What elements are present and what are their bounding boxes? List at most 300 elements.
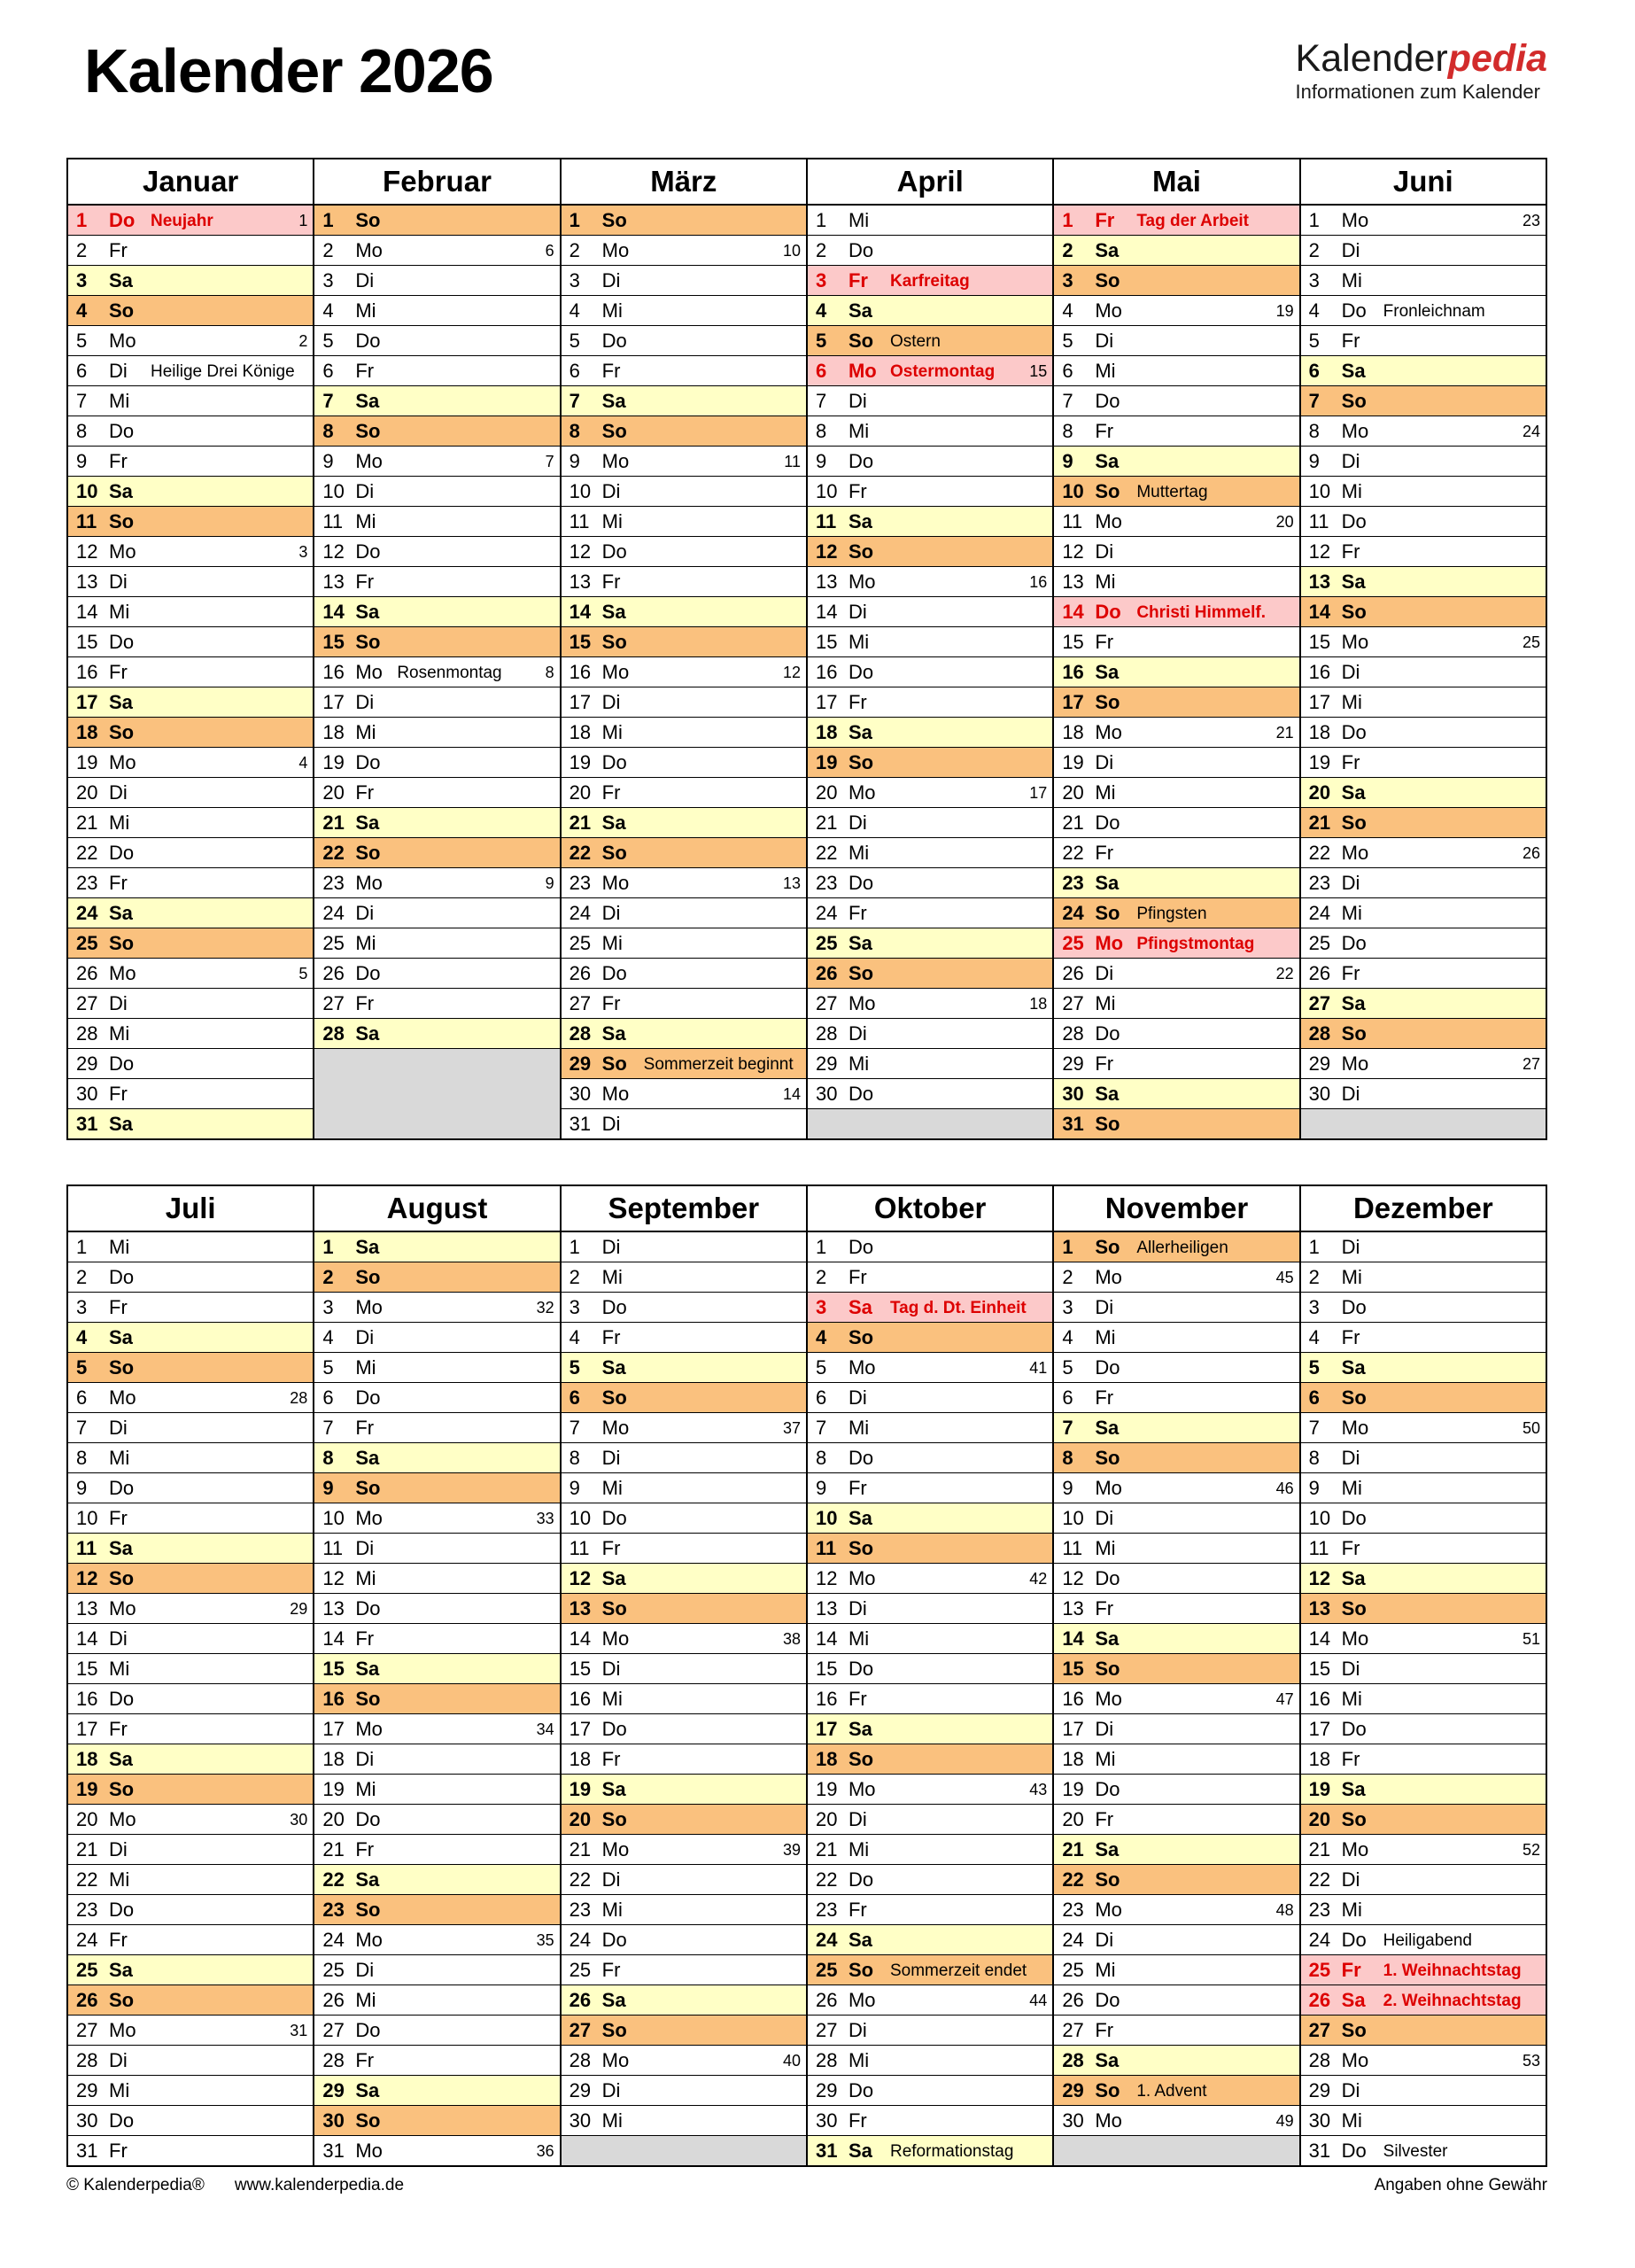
week-number: 26 xyxy=(1522,843,1540,862)
day-cell xyxy=(1053,778,1299,808)
day-number: 13 xyxy=(76,1596,98,1619)
day-number: 5 xyxy=(815,329,827,352)
weekday-label: Mo xyxy=(1341,1837,1369,1860)
day-number: 8 xyxy=(1308,419,1320,442)
day-note: Heilige Drei Könige xyxy=(151,362,295,381)
day-number: 13 xyxy=(322,570,345,593)
day-cell xyxy=(67,567,314,597)
day-number: 4 xyxy=(1062,1325,1073,1348)
day-number: 3 xyxy=(1062,1295,1073,1318)
day-cell xyxy=(67,959,314,989)
day-note: Ostern xyxy=(889,332,941,351)
day-cell xyxy=(67,447,314,477)
day-cell xyxy=(807,1534,1053,1564)
day-cell xyxy=(1053,657,1299,687)
day-cell xyxy=(314,928,560,959)
day-number: 30 xyxy=(569,2109,592,2132)
weekday-label: Mo xyxy=(848,359,877,382)
logo-subtitle: Informationen zum Kalender xyxy=(1295,81,1540,104)
weekday-label: Mi xyxy=(1095,570,1116,593)
day-number: 3 xyxy=(322,268,334,291)
day-cell xyxy=(1053,356,1299,386)
day-number: 30 xyxy=(76,1082,98,1105)
day-cell xyxy=(67,266,314,296)
day-cell xyxy=(561,1714,807,1744)
week-number: 19 xyxy=(1275,301,1294,320)
week-number: 20 xyxy=(1275,512,1294,531)
empty-cell xyxy=(1053,2136,1299,2167)
weekday-label: Di xyxy=(848,1021,867,1045)
weekday-label: Sa xyxy=(848,931,872,954)
day-number: 16 xyxy=(322,1687,345,1710)
weekday-label: Mo xyxy=(601,871,630,894)
day-number: 2 xyxy=(76,238,88,261)
weekday-label: Mi xyxy=(848,419,870,442)
day-cell xyxy=(561,1109,807,1140)
day-number: 2 xyxy=(322,238,334,261)
day-number: 10 xyxy=(1308,1506,1331,1529)
day-number: 4 xyxy=(569,1325,580,1348)
day-cell xyxy=(1300,447,1546,477)
weekday-label: Di xyxy=(1095,961,1114,984)
weekday-label: Do xyxy=(1095,1355,1120,1379)
weekday-label: Mo xyxy=(601,2048,630,2071)
day-cell xyxy=(1053,236,1299,266)
day-cell xyxy=(1300,1895,1546,1925)
week-number: 33 xyxy=(536,1509,554,1527)
day-number: 1 xyxy=(322,1235,334,1258)
day-number: 17 xyxy=(322,690,345,713)
day-cell xyxy=(67,1231,314,1262)
day-cell xyxy=(314,1503,560,1534)
day-number: 26 xyxy=(569,1988,592,2011)
weekday-label: Do xyxy=(1341,1506,1367,1529)
day-number: 7 xyxy=(569,389,580,412)
day-cell xyxy=(1053,868,1299,898)
weekday-label: Sa xyxy=(1095,1627,1120,1650)
weekday-label: Fr xyxy=(601,1536,621,1559)
weekday-label: Fr xyxy=(1095,1386,1114,1409)
week-number: 31 xyxy=(290,2021,308,2039)
day-cell xyxy=(1300,1775,1546,1805)
weekday-label: Mo xyxy=(1095,1265,1122,1288)
day-number: 20 xyxy=(76,781,98,804)
day-cell xyxy=(67,1955,314,1985)
weekday-label: So xyxy=(1095,690,1120,713)
day-number: 21 xyxy=(1308,811,1331,834)
weekday-label: So xyxy=(109,1566,135,1589)
day-cell xyxy=(1300,898,1546,928)
day-number: 5 xyxy=(1062,1355,1073,1379)
logo-text-pedia: pedia xyxy=(1447,37,1547,80)
day-cell xyxy=(1053,1231,1299,1262)
day-cell xyxy=(1053,416,1299,447)
weekday-label: Di xyxy=(109,781,128,804)
day-cell xyxy=(314,1383,560,1413)
day-number: 30 xyxy=(76,2109,98,2132)
weekday-label: Fr xyxy=(355,570,375,593)
day-number: 18 xyxy=(1062,1747,1084,1770)
weekday-label: Do xyxy=(848,1235,874,1258)
weekday-label: So xyxy=(1095,2078,1120,2101)
day-note: Rosenmontag xyxy=(397,664,502,682)
weekday-label: Fr xyxy=(355,1416,375,1439)
day-cell xyxy=(314,1865,560,1895)
day-number: 24 xyxy=(815,1928,838,1951)
month-header-februar: Februar xyxy=(314,159,560,205)
day-number: 20 xyxy=(815,1807,838,1830)
day-cell xyxy=(807,1323,1053,1353)
weekday-label: Di xyxy=(601,1235,621,1258)
month-header-dezember: Dezember xyxy=(1300,1185,1546,1231)
weekday-label: Do xyxy=(601,329,627,352)
weekday-label: Mi xyxy=(355,1566,376,1589)
weekday-label: So xyxy=(1095,901,1120,924)
day-cell xyxy=(807,838,1053,868)
day-cell xyxy=(314,477,560,507)
day-number: 1 xyxy=(815,208,827,231)
weekday-label: Mi xyxy=(109,600,130,623)
day-number: 7 xyxy=(76,1416,88,1439)
day-number: 30 xyxy=(569,1082,592,1105)
day-cell xyxy=(67,1473,314,1503)
day-cell xyxy=(561,959,807,989)
weekday-label: Mo xyxy=(1341,2048,1369,2071)
day-cell xyxy=(67,1684,314,1714)
weekday-label: Mi xyxy=(848,1416,870,1439)
weekday-label: Do xyxy=(109,2109,135,2132)
day-cell xyxy=(807,1019,1053,1049)
day-cell xyxy=(1053,1594,1299,1624)
day-number: 12 xyxy=(1062,540,1084,563)
day-number: 18 xyxy=(1308,1747,1331,1770)
day-cell xyxy=(561,928,807,959)
day-number: 4 xyxy=(1308,299,1320,322)
day-number: 24 xyxy=(1308,1928,1331,1951)
day-cell xyxy=(561,1231,807,1262)
weekday-label: Do xyxy=(848,1657,874,1680)
weekday-label: Fr xyxy=(848,1687,867,1710)
weekday-label: So xyxy=(848,1536,874,1559)
day-cell xyxy=(1300,537,1546,567)
weekday-label: Do xyxy=(848,449,874,472)
weekday-label: Di xyxy=(355,901,375,924)
footer-copyright xyxy=(66,2176,434,2195)
day-cell xyxy=(1053,2016,1299,2046)
day-number: 21 xyxy=(76,1837,98,1860)
week-number: 50 xyxy=(1522,1418,1540,1437)
kalenderpedia-logo xyxy=(1296,39,1547,104)
weekday-label: Mo xyxy=(1341,1416,1369,1439)
empty-cell xyxy=(314,1109,560,1140)
weekday-label: Mo xyxy=(109,540,136,563)
day-cell xyxy=(314,1835,560,1865)
day-number: 4 xyxy=(1308,1325,1320,1348)
weekday-label: Sa xyxy=(1341,1566,1366,1589)
day-cell xyxy=(314,567,560,597)
day-number: 7 xyxy=(815,389,827,412)
day-cell xyxy=(807,1262,1053,1293)
day-number: 13 xyxy=(815,1596,838,1619)
day-cell xyxy=(67,1383,314,1413)
weekday-label: Mi xyxy=(1095,1325,1116,1348)
week-number: 5 xyxy=(298,964,308,983)
day-number: 5 xyxy=(322,329,334,352)
week-number: 29 xyxy=(290,1599,308,1618)
day-number: 13 xyxy=(76,570,98,593)
weekday-label: Di xyxy=(1095,1717,1114,1740)
day-number: 15 xyxy=(815,630,838,653)
weekday-label: Di xyxy=(601,2078,621,2101)
weekday-label: Mo xyxy=(355,238,383,261)
day-cell xyxy=(67,2016,314,2046)
week-number: 47 xyxy=(1275,1689,1294,1708)
week-number: 22 xyxy=(1275,964,1294,983)
day-number: 18 xyxy=(569,1747,592,1770)
day-number: 9 xyxy=(815,449,827,472)
day-cell xyxy=(1300,1594,1546,1624)
day-number: 25 xyxy=(1062,1958,1084,1981)
day-number: 1 xyxy=(569,208,580,231)
day-number: 27 xyxy=(815,2018,838,2041)
weekday-label: Fr xyxy=(355,359,375,382)
weekday-label: Mi xyxy=(355,931,376,954)
day-number: 7 xyxy=(76,389,88,412)
weekday-label: Mo xyxy=(1095,720,1122,743)
weekday-label: Di xyxy=(1341,2078,1360,2101)
weekday-label: Mi xyxy=(109,1021,130,1045)
weekday-label: Di xyxy=(109,359,128,382)
day-cell xyxy=(1300,1835,1546,1865)
day-number: 13 xyxy=(1308,570,1331,593)
day-number: 20 xyxy=(1308,781,1331,804)
week-number: 42 xyxy=(1029,1569,1048,1588)
day-number: 16 xyxy=(569,1687,592,1710)
day-number: 3 xyxy=(76,268,88,291)
weekday-label: So xyxy=(848,1958,874,1981)
weekday-label: Sa xyxy=(355,1021,380,1045)
day-number: 3 xyxy=(1308,268,1320,291)
weekday-label: Fr xyxy=(109,660,128,683)
day-number: 18 xyxy=(1062,720,1084,743)
weekday-label: Fr xyxy=(109,1928,128,1951)
day-number: 9 xyxy=(322,449,334,472)
day-number: 19 xyxy=(1062,750,1084,773)
weekday-label: Di xyxy=(601,1446,621,1469)
day-cell xyxy=(314,1654,560,1684)
day-number: 9 xyxy=(1308,449,1320,472)
day-number: 15 xyxy=(322,630,345,653)
day-cell xyxy=(1300,477,1546,507)
day-number: 11 xyxy=(322,1536,344,1559)
day-cell xyxy=(561,1353,807,1383)
weekday-label: So xyxy=(355,1898,381,1921)
week-number: 9 xyxy=(545,874,554,892)
day-number: 31 xyxy=(322,2139,345,2162)
weekday-label: Mo xyxy=(601,238,630,261)
weekday-label: Mi xyxy=(109,1446,130,1469)
weekday-label: Mi xyxy=(601,931,623,954)
week-number: 39 xyxy=(782,1840,801,1859)
day-cell xyxy=(1300,1383,1546,1413)
day-number: 30 xyxy=(1062,1082,1084,1105)
day-cell xyxy=(807,1353,1053,1383)
day-cell xyxy=(561,266,807,296)
weekday-label: So xyxy=(601,1807,627,1830)
weekday-label: Sa xyxy=(355,811,380,834)
day-number: 26 xyxy=(76,961,98,984)
weekday-label: So xyxy=(1095,479,1120,502)
day-number: 14 xyxy=(76,1627,98,1650)
day-cell xyxy=(67,1744,314,1775)
day-number: 28 xyxy=(1308,2048,1331,2071)
day-cell xyxy=(561,1383,807,1413)
day-number: 18 xyxy=(815,720,838,743)
day-number: 2 xyxy=(569,238,580,261)
holiday-label: Tag der Arbeit xyxy=(1136,212,1249,230)
day-number: 26 xyxy=(815,961,838,984)
day-number: 25 xyxy=(569,931,592,954)
weekday-label: Di xyxy=(109,1837,128,1860)
week-number: 14 xyxy=(782,1084,801,1103)
day-cell xyxy=(67,386,314,416)
day-number: 6 xyxy=(1308,359,1320,382)
day-cell xyxy=(1053,959,1299,989)
day-cell xyxy=(1300,1955,1546,1985)
weekday-label: So xyxy=(355,208,381,231)
day-cell xyxy=(807,266,1053,296)
page-title: Kalender 2026 xyxy=(84,36,493,105)
weekday-label: Mi xyxy=(1095,1536,1116,1559)
weekday-label: Di xyxy=(848,2018,867,2041)
day-cell xyxy=(314,808,560,838)
day-cell xyxy=(807,1413,1053,1443)
weekday-label: Di xyxy=(1341,449,1360,472)
day-number: 26 xyxy=(322,1988,345,2011)
day-cell xyxy=(314,718,560,748)
weekday-label: Sa xyxy=(601,1777,626,1800)
weekday-label: Di xyxy=(1341,238,1360,261)
day-number: 13 xyxy=(815,570,838,593)
day-number: 15 xyxy=(569,1657,592,1680)
day-number: 29 xyxy=(1308,2078,1331,2101)
day-note: Heiligabend xyxy=(1383,1931,1472,1950)
day-number: 23 xyxy=(815,1898,838,1921)
day-cell xyxy=(67,1079,314,1109)
day-cell xyxy=(561,2016,807,2046)
day-number: 21 xyxy=(322,1837,345,1860)
day-number: 13 xyxy=(1062,1596,1084,1619)
day-cell xyxy=(1053,1109,1299,1140)
day-number: 1 xyxy=(1062,1235,1073,1258)
week-number: 43 xyxy=(1029,1780,1048,1798)
day-number: 30 xyxy=(1308,1082,1331,1105)
day-number: 13 xyxy=(569,570,592,593)
day-number: 7 xyxy=(1062,1416,1073,1439)
day-cell xyxy=(1300,1925,1546,1955)
day-number: 7 xyxy=(322,389,334,412)
weekday-label: Do xyxy=(355,1386,381,1409)
day-cell xyxy=(1300,1473,1546,1503)
day-cell xyxy=(561,236,807,266)
day-cell xyxy=(314,1895,560,1925)
day-cell xyxy=(67,657,314,687)
day-number: 21 xyxy=(1308,1837,1331,1860)
page-footer xyxy=(66,2176,1547,2195)
day-number: 31 xyxy=(1308,2139,1331,2162)
day-cell xyxy=(67,1805,314,1835)
day-cell xyxy=(561,2076,807,2106)
day-cell xyxy=(807,356,1053,386)
weekday-label: So xyxy=(1095,268,1120,291)
day-cell xyxy=(1053,748,1299,778)
day-number: 13 xyxy=(569,1596,592,1619)
weekday-label: So xyxy=(848,1325,874,1348)
weekday-label: Mi xyxy=(848,841,870,864)
day-cell xyxy=(561,1835,807,1865)
day-number: 7 xyxy=(1308,1416,1320,1439)
weekday-label: Di xyxy=(109,570,128,593)
weekday-label: Do xyxy=(109,419,135,442)
day-cell xyxy=(1300,868,1546,898)
day-number: 15 xyxy=(76,630,98,653)
day-number: 14 xyxy=(569,1627,592,1650)
weekday-label: Sa xyxy=(109,479,133,502)
weekday-label: So xyxy=(601,2018,627,2041)
day-number: 8 xyxy=(1062,419,1073,442)
calendar-table-jul-dec xyxy=(66,1184,1547,2167)
weekday-label: So xyxy=(355,419,381,442)
day-cell xyxy=(807,2046,1053,2076)
week-number: 45 xyxy=(1275,1268,1294,1286)
day-cell xyxy=(807,1624,1053,1654)
day-number: 9 xyxy=(1308,1476,1320,1499)
weekday-label: Fr xyxy=(1341,1747,1360,1770)
day-cell xyxy=(561,838,807,868)
weekday-label: Fr xyxy=(109,2139,128,2162)
day-number: 25 xyxy=(815,1958,838,1981)
day-cell xyxy=(561,868,807,898)
week-number: 30 xyxy=(290,1810,308,1829)
day-number: 23 xyxy=(1062,1898,1084,1921)
day-cell xyxy=(314,687,560,718)
day-cell xyxy=(67,1353,314,1383)
day-number: 14 xyxy=(815,600,838,623)
day-cell xyxy=(1300,1624,1546,1654)
weekday-label: Mo xyxy=(355,1717,383,1740)
weekday-label: Fr xyxy=(1341,329,1360,352)
day-number: 6 xyxy=(815,359,827,382)
day-cell xyxy=(807,808,1053,838)
day-cell xyxy=(314,205,560,236)
day-cell xyxy=(561,898,807,928)
weekday-label: Mi xyxy=(601,1687,623,1710)
weekday-label: Mi xyxy=(1095,1747,1116,1770)
day-number: 15 xyxy=(815,1657,838,1680)
day-cell xyxy=(67,477,314,507)
week-number: 17 xyxy=(1029,783,1048,802)
day-number: 15 xyxy=(322,1657,345,1680)
weekday-label: Mi xyxy=(848,208,870,231)
weekday-label: Do xyxy=(1095,389,1120,412)
weekday-label: Do xyxy=(1095,811,1120,834)
day-cell xyxy=(807,1895,1053,1925)
day-number: 10 xyxy=(815,479,838,502)
day-number: 9 xyxy=(322,1476,334,1499)
weekday-label: Di xyxy=(355,268,375,291)
week-number: 53 xyxy=(1522,2051,1540,2070)
day-cell xyxy=(314,1955,560,1985)
